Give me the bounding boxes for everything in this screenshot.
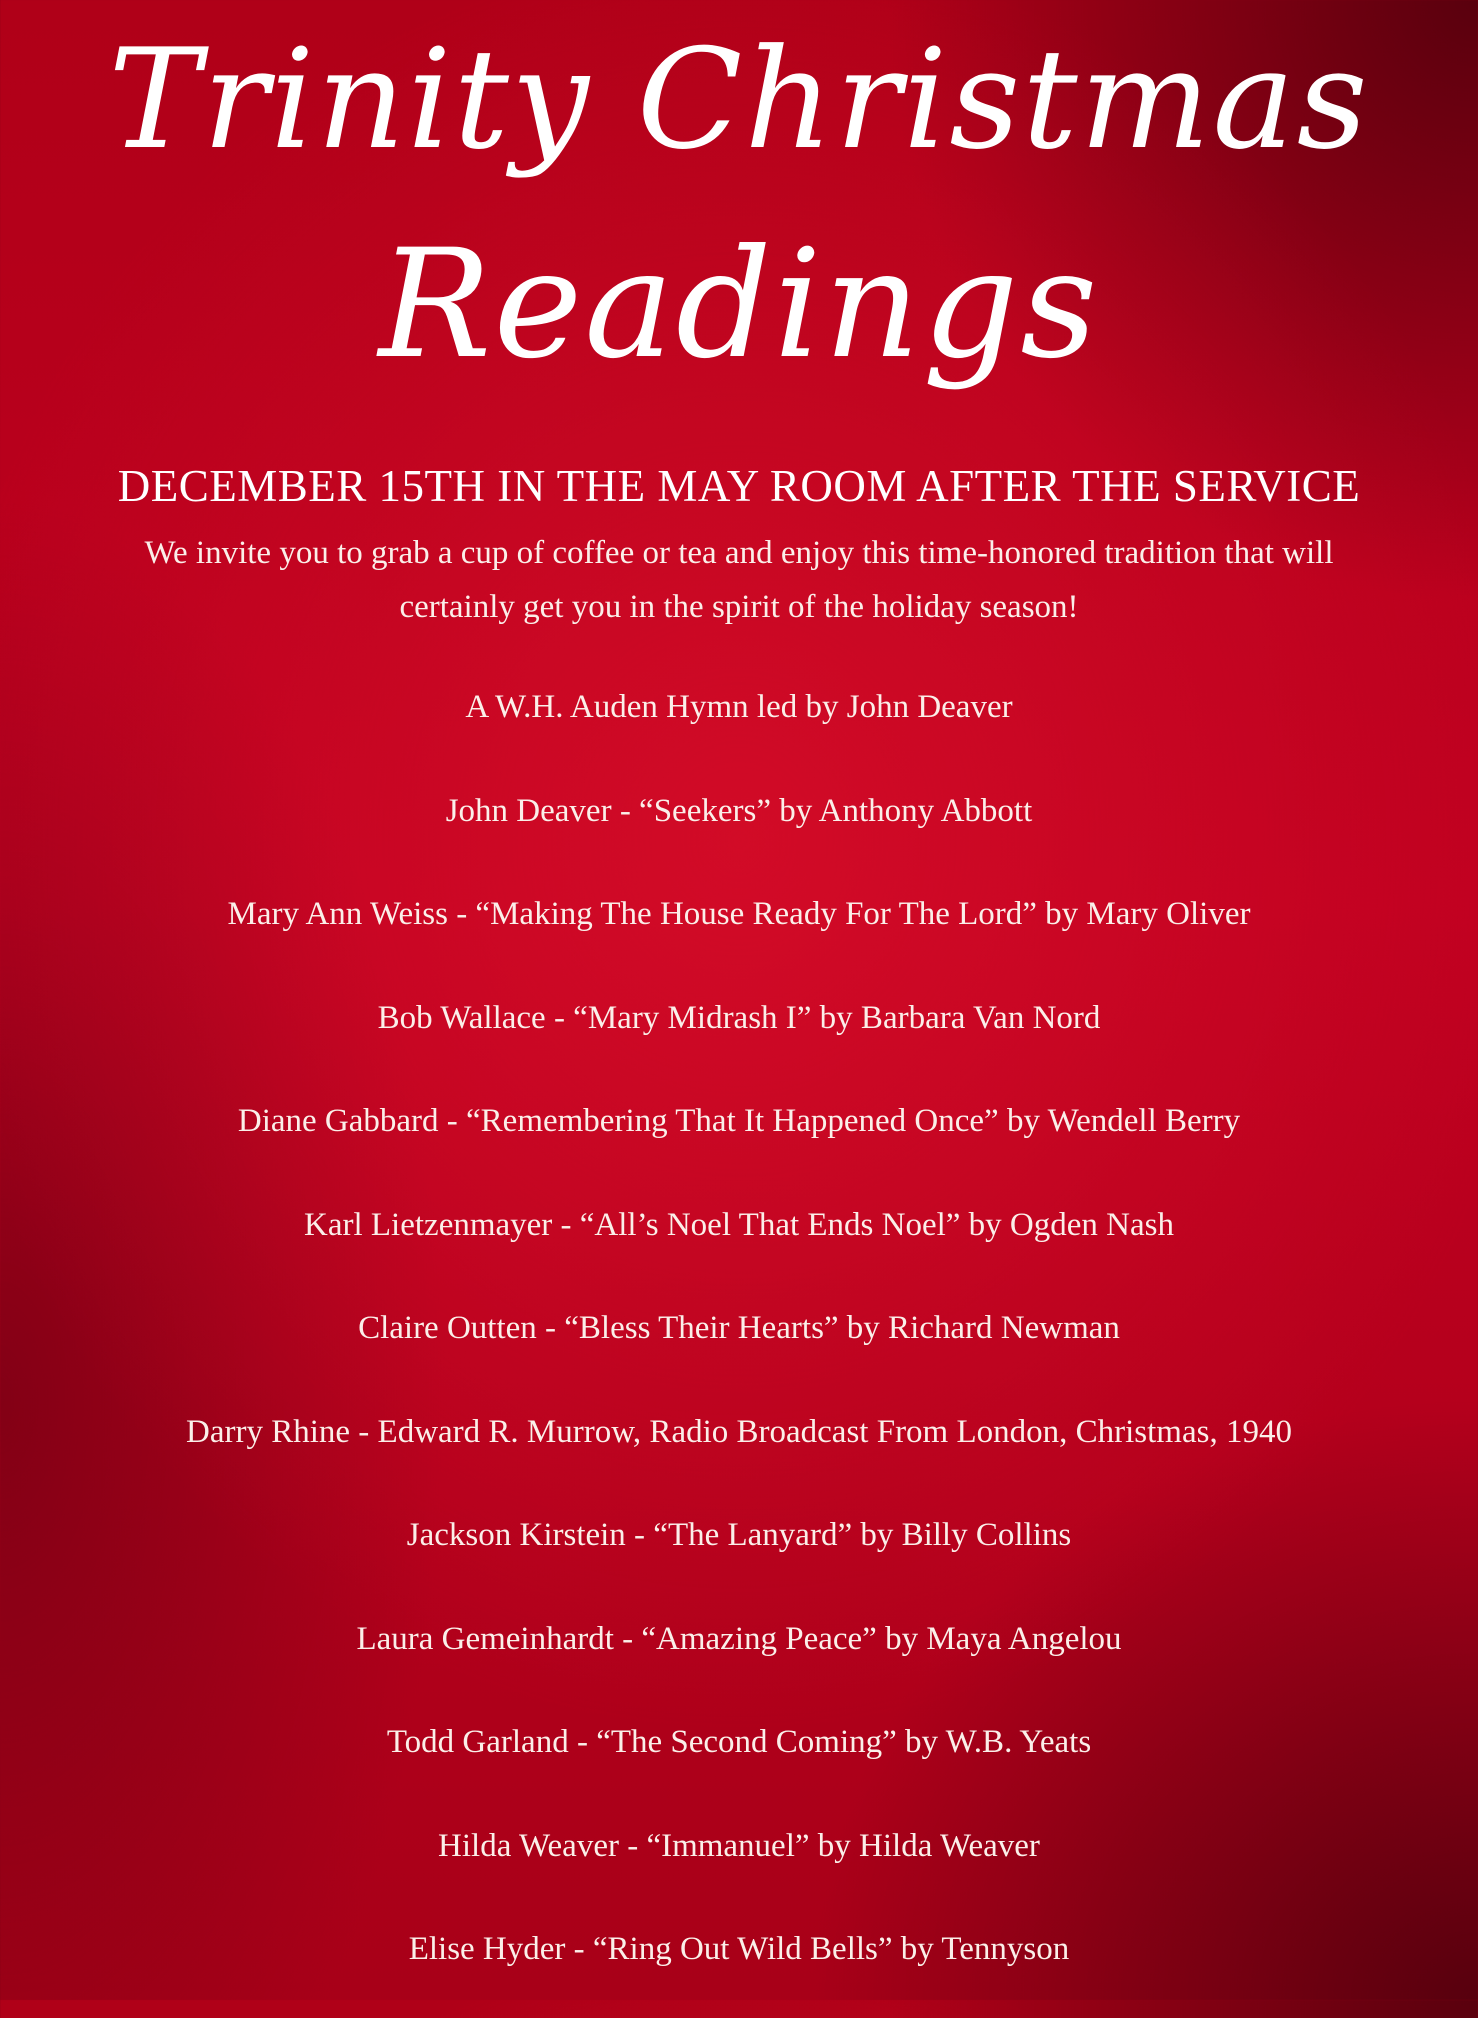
reading-item: Hilda Weaver - “Immanuel” by Hilda Weaver: [438, 1827, 1040, 1864]
readings-list: [0, 672, 1478, 2018]
reading-item: A W.H. Auden Hymn led by John Deaver: [465, 689, 1013, 725]
reading-item: Karl Lietzenmayer - “All’s Noel That Ends Noel” by Ogden Nash: [304, 1206, 1174, 1243]
reading-item: Elise Hyder - “Ring Out Wild Bells” by Tennyson: [408, 1931, 1070, 1967]
reading-item: Mary Ann Weiss - “Making The House Ready For The Lord” by Mary Oliver: [227, 896, 1251, 932]
invitation-line-1: We invite you to grab a cup of coffee or tea and enjoy this time-honored tradition that will: [144, 535, 1334, 571]
invitation-text: [0, 526, 1478, 634]
reading-item: Bob Wallace - “Mary Midrash I” by Barbara Van Nord: [377, 999, 1101, 1036]
invitation-line-2: certainly get you in the spirit of the holiday season!: [399, 589, 1079, 625]
title-line-1: Trinity Christmas: [108, 19, 1370, 180]
reading-item: Jackson Kirstein - “The Lanyard” by Billy Collins: [406, 1517, 1072, 1553]
reading-item: Darry Rhine - Edward R. Murrow, Radio Broadcast From London, Christmas, 1940: [186, 1413, 1292, 1450]
reading-item: Diane Gabbard - “Remembering That It Happened Once” by Wendell Berry: [237, 1103, 1241, 1139]
reading-item: Claire Outten - “Bless Their Hearts” by Richard Newman: [358, 1310, 1120, 1346]
reading-item: John Deaver - “Seekers” by Anthony Abbott: [445, 792, 1033, 829]
title-line-2: Readings: [378, 218, 1100, 392]
reading-item: Laura Gemeinhardt - “Amazing Peace” by Maya Angelou: [356, 1620, 1122, 1657]
event-date-location: DECEMBER 15TH IN THE MAY ROOM AFTER THE SERVICE: [117, 461, 1361, 511]
reading-item: Todd Garland - “The Second Coming” by W.B. Yeats: [386, 1724, 1092, 1760]
